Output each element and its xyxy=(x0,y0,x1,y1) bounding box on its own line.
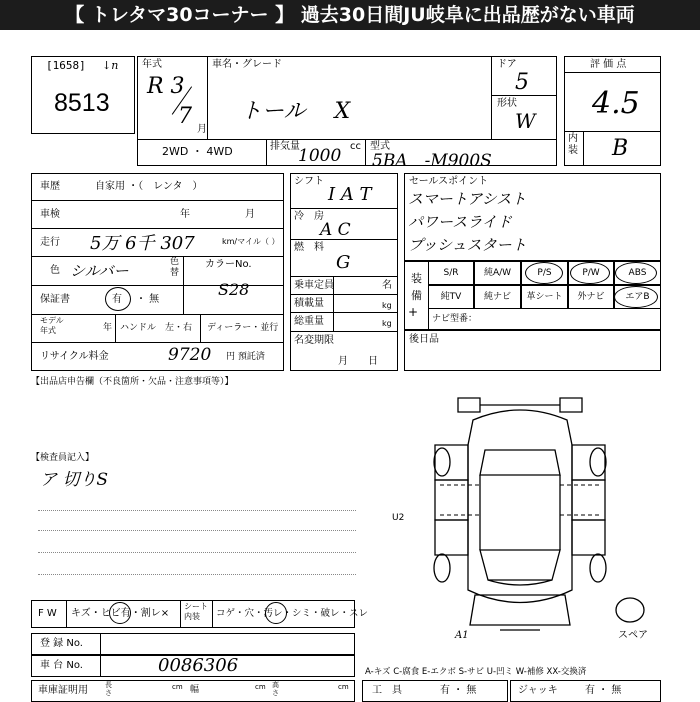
equip-navi: 純ナビ xyxy=(474,285,521,309)
color-label: 色 xyxy=(50,265,60,276)
chassis-value: 0086306 xyxy=(158,655,239,676)
warranty-yes: 有 xyxy=(112,294,122,305)
type-value: 5BA -M900S xyxy=(372,151,492,171)
load-label: 積載量 xyxy=(294,298,324,309)
backrest-box xyxy=(404,330,661,371)
rating-value: 4.5 xyxy=(592,86,640,121)
equip-leather: 革シート xyxy=(521,285,568,309)
fuel-value: G xyxy=(336,252,351,273)
reg-label: 登 録 No. xyxy=(40,638,83,649)
fw-text: キズ・ヒビ有・割レ× xyxy=(71,608,170,619)
mileage-unit: km/マイル（ ） xyxy=(222,237,280,246)
cert-length: 長 さ xyxy=(105,681,112,697)
cert-height: 高 さ xyxy=(272,681,279,697)
dealer-label: ディーラー・並行 xyxy=(207,323,279,333)
chassis-label: 車 台 No. xyxy=(40,660,83,671)
handwritten-mark: + xyxy=(408,305,419,319)
fuel-label: 燃 料 xyxy=(294,242,324,253)
cert-cm-1: cm xyxy=(172,683,183,691)
seller-notes-label: 【出品店申告欄（不良箇所・欠品・注意事項等）】 xyxy=(31,377,234,387)
gross-unit: kg xyxy=(382,319,392,328)
equip-abs: ABS xyxy=(614,261,661,285)
tools-label: 工 具 xyxy=(372,685,402,696)
shift-value: I A T xyxy=(328,184,372,205)
type-label: 型式 xyxy=(370,141,390,152)
shape-label: 形状 xyxy=(497,98,517,109)
sales-line-1: スマートアシスト xyxy=(408,190,527,208)
color-no-value: S28 xyxy=(218,280,250,299)
warranty-no: ・ 無 xyxy=(136,294,160,305)
recycle-unit: 円 預託済 xyxy=(226,352,265,362)
equip-ext-navi: 外ナビ xyxy=(568,285,614,309)
recycle-label: リサイクル料金 xyxy=(40,351,109,362)
cert-label: 車庫証明用 xyxy=(38,685,88,696)
color-value: シルバー xyxy=(70,262,129,280)
load-unit: kg xyxy=(382,301,392,310)
ac-value: A C xyxy=(320,220,351,240)
sales-line-2: パワースライド xyxy=(408,213,512,231)
doors-label: ドア xyxy=(497,59,517,70)
year-label: 年式 xyxy=(142,59,162,70)
jack-value: 有 ・ 無 xyxy=(585,685,622,696)
rating-label: 評 価 点 xyxy=(590,59,627,70)
car-diagram xyxy=(380,390,670,650)
diagram-mark-u2: U2 xyxy=(392,513,405,523)
inspection-year: 年 xyxy=(180,209,190,220)
ac-label: 冷 房 xyxy=(294,211,324,222)
handle-label: ハンドル 左・右 xyxy=(120,323,193,333)
inspection-month: 月 xyxy=(245,209,255,220)
month-unit: 月 xyxy=(197,124,207,135)
equip-tv: 純TV xyxy=(428,285,474,309)
disp-value: 1000 xyxy=(298,146,342,166)
model-year-unit: 年 xyxy=(103,323,113,333)
fw-label: F W xyxy=(38,608,57,619)
lot-box xyxy=(31,56,135,134)
equip-aw: 純A/W xyxy=(474,261,521,285)
inspector-note: ア 切りS xyxy=(40,470,109,490)
equip-ps: P/S xyxy=(521,261,568,285)
mileage-value: 5万 6千 307 xyxy=(90,233,195,254)
mileage-label: 走行 xyxy=(40,237,60,248)
equip-grid xyxy=(428,261,661,330)
shape-value: W xyxy=(515,109,536,133)
tools-value: 有 ・ 無 xyxy=(440,685,477,696)
sales-label: セールスポイント xyxy=(409,176,489,187)
year-value: R 3 xyxy=(147,74,185,99)
interior-value: B xyxy=(612,136,629,161)
banner: 【 トレタマ30コーナー 】 過去30日間JU岐阜に出品歴がない車両 xyxy=(0,0,700,30)
history-label: 車歴 xyxy=(40,181,60,192)
month-value: 7 xyxy=(178,104,192,129)
sales-line-3: プッシュスタート xyxy=(408,236,527,254)
inspector-label: 【検査員記入】 xyxy=(31,453,95,463)
disp-unit: cc xyxy=(350,141,361,152)
cert-cm-2: cm xyxy=(255,683,266,691)
cert-width: 幅 xyxy=(190,685,200,695)
drive-label: 2WD ・ 4WD xyxy=(162,145,233,158)
inspection-label: 車検 xyxy=(40,209,60,220)
seat-label: シート 内装 xyxy=(184,602,208,621)
car-name: トール X xyxy=(240,99,351,124)
equip-sr: S/R xyxy=(428,261,474,285)
disp-label: 排気量 xyxy=(270,141,300,152)
title-fragment xyxy=(210,30,550,36)
name-label: 車名・グレード xyxy=(212,59,282,70)
recycle-value: 9720 xyxy=(168,345,212,365)
navi-label: ナビ型番： xyxy=(432,314,478,324)
interior-label: 内 装 xyxy=(568,133,578,156)
model-year-label: モデル 年式 xyxy=(40,316,64,335)
cert-cm-3: cm xyxy=(338,683,349,691)
doors-value: 5 xyxy=(515,70,529,95)
lot-suffix: ↓n xyxy=(102,59,119,72)
legend: A-キズ C-腐食 E-エクボ S-サビ U-凹ミ W-補修 XX-交換済 xyxy=(365,667,587,677)
backrest-label: 後日品 xyxy=(409,334,439,345)
history-text: 自家用 ・（ レンタ ） xyxy=(95,181,203,192)
color-change-label: 色 替 xyxy=(170,257,180,278)
change-label: 名変期限 xyxy=(294,335,334,346)
seat-text: コゲ・穴・汚レ・シミ・破レ・スレ xyxy=(216,608,369,619)
change-unit: 月 日 xyxy=(338,356,378,367)
lot-number: 8513 xyxy=(54,89,110,117)
jack-label: ジャッキ xyxy=(518,685,558,696)
diagram-mark-a1: A1 xyxy=(455,630,469,641)
color-no-label: カラーNo. xyxy=(205,259,252,270)
equip-label: 装 備 xyxy=(411,272,422,302)
equip-airbag: エアB xyxy=(614,285,661,309)
capacity-unit: 名 xyxy=(382,280,392,291)
shift-label: シフト xyxy=(294,176,324,187)
lot-tag: [1658] xyxy=(46,59,86,72)
capacity-label: 乗車定員 xyxy=(294,280,334,291)
gross-label: 総重量 xyxy=(294,316,324,327)
warranty-label: 保証書 xyxy=(40,294,70,305)
spare-label: スペア xyxy=(618,630,648,641)
equip-pw: P/W xyxy=(568,261,614,285)
